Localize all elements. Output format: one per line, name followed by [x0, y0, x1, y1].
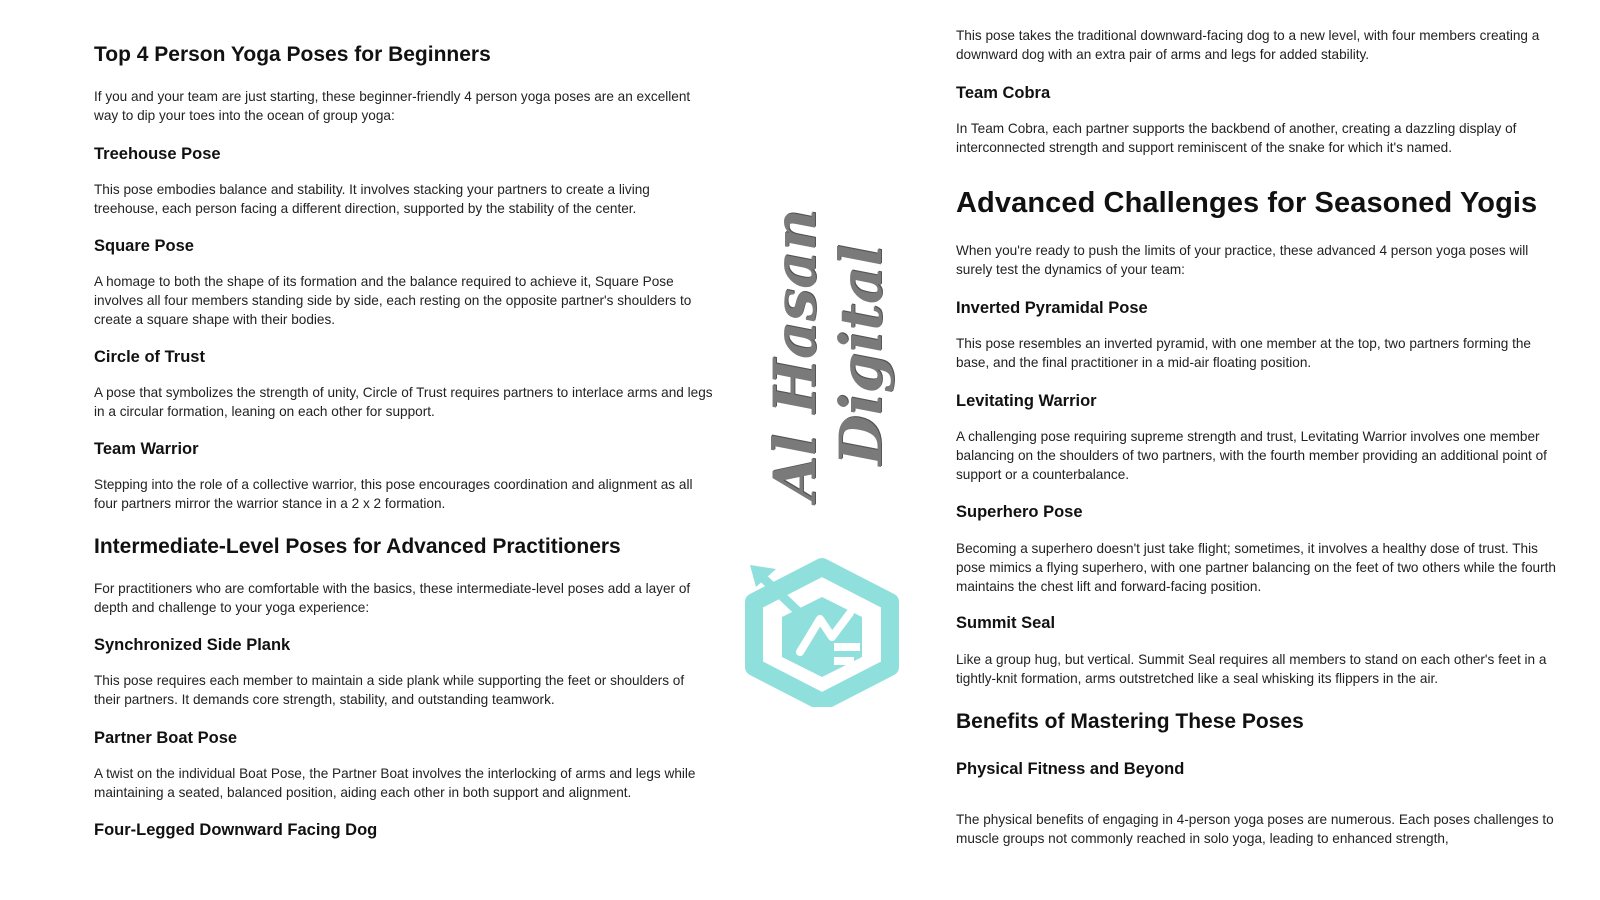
- pose-title-treehouse: Treehouse Pose: [94, 145, 221, 163]
- watermark-line-2: Digital: [827, 244, 895, 466]
- intro-intermediate-poses: For practitioners who are comfortable with the basics, these intermediate-level poses add a layer of depth and challenge to your yoga experience:: [94, 581, 691, 615]
- pose-title-summit-seal: Summit Seal: [956, 614, 1056, 632]
- pose-text-synchronized-side-plank: This pose requires each member to maintain a side plank while supporting the feet or shoulders of their partners. It demands core strength, stability, and outstanding teamwork.: [94, 673, 685, 707]
- watermark: [738, 195, 918, 715]
- heading-benefits: Benefits of Mastering These Poses: [956, 710, 1304, 733]
- pose-title-square: Square Pose: [94, 237, 194, 255]
- pose-text-superhero: Becoming a superhero doesn't just take flight; sometimes, it involves a healthy dose of trust. This pose mimics a flying superhero, with one partner balancing on the feet of two others while the fourth maintains the chest lift and forward-facing position.: [956, 541, 1556, 594]
- continued-text-downward-dog: This pose takes the traditional downward-facing dog to a new level, with four members creating a downward dog with an extra pair of arms and legs for added stability.: [956, 28, 1540, 62]
- pose-text-partner-boat: A twist on the individual Boat Pose, the Partner Boat involves the interlocking of arms and legs while maintaining a seated, balanced position, aiding each other in both support and alignment.: [94, 766, 696, 800]
- pose-title-team-cobra: Team Cobra: [956, 84, 1051, 102]
- pose-title-partner-boat: Partner Boat Pose: [94, 729, 238, 747]
- intro-advanced-challenges: When you're ready to push the limits of your practice, these advanced 4 person yoga poses will surely test the dynamics of your team:: [956, 243, 1529, 277]
- watermark-line-1: Al Hasan: [761, 208, 829, 502]
- pose-title-inverted-pyramidal: Inverted Pyramidal Pose: [956, 299, 1148, 317]
- pose-title-superhero: Superhero Pose: [956, 503, 1083, 521]
- heading-beginner-poses: Top 4 Person Yoga Poses for Beginners: [94, 43, 491, 66]
- pose-text-team-cobra: In Team Cobra, each partner supports the backbend of another, creating a dazzling display of interconnected strength and support reminiscent of the snake for which it's named.: [956, 121, 1517, 155]
- pose-title-circle-of-trust: Circle of Trust: [94, 348, 205, 366]
- al-hasan-digital-hexagon-logo-icon: [742, 557, 902, 707]
- pose-text-treehouse: This pose embodies balance and stability. It involves stacking your partners to create a living treehouse, each person facing a different direction, supported by the stability of the center.: [94, 182, 650, 216]
- text-physical-fitness: The physical benefits of engaging in 4-person yoga poses are numerous. Each poses challenges to muscle groups not commonly reached in solo yoga, leading to enhanced strength,: [956, 812, 1554, 846]
- intro-beginner-poses: If you and your team are just starting, these beginner-friendly 4 person yoga poses are an excellent way to dip your toes into the ocean of group yoga:: [94, 89, 691, 123]
- subheading-physical-fitness: Physical Fitness and Beyond: [956, 760, 1185, 778]
- pose-text-team-warrior: Stepping into the role of a collective warrior, this pose encourages coordination and alignment as all four partners mirror the warrior stance in a 2 x 2 formation.: [94, 477, 693, 511]
- pose-title-synchronized-side-plank: Synchronized Side Plank: [94, 636, 291, 654]
- pose-text-levitating-warrior: A challenging pose requiring supreme strength and trust, Levitating Warrior involves one member balancing on the shoulders of two partners, with the fourth member providing an additional point of support or a counterbalance.: [956, 429, 1547, 482]
- heading-intermediate-poses: Intermediate-Level Poses for Advanced Practitioners: [94, 535, 621, 558]
- watermark-text: [762, 209, 894, 501]
- pose-text-inverted-pyramidal: This pose resembles an inverted pyramid, with one member at the top, two partners forming the base, and the final practitioner in a mid-air floating position.: [956, 336, 1531, 370]
- heading-advanced-challenges: Advanced Challenges for Seasoned Yogis: [956, 187, 1538, 219]
- pose-title-levitating-warrior: Levitating Warrior: [956, 392, 1097, 410]
- pose-text-circle-of-trust: A pose that symbolizes the strength of unity, Circle of Trust requires partners to interlace arms and legs in a circular formation, leaning on each other for support.: [94, 385, 713, 419]
- pose-title-four-legged-downward-dog: Four-Legged Downward Facing Dog: [94, 821, 378, 839]
- pose-text-square: A homage to both the shape of its formation and the balance required to achieve it, Square Pose involves all four members standing side by side, each resting on the opposite partner's shoulders to create a square shape with their bodies.: [94, 274, 692, 327]
- pose-title-team-warrior: Team Warrior: [94, 440, 199, 458]
- pose-text-summit-seal: Like a group hug, but vertical. Summit Seal requires all members to stand on each other's feet in a tightly-knit formation, arms outstretched like a seal whisking its flippers in the air.: [956, 652, 1547, 686]
